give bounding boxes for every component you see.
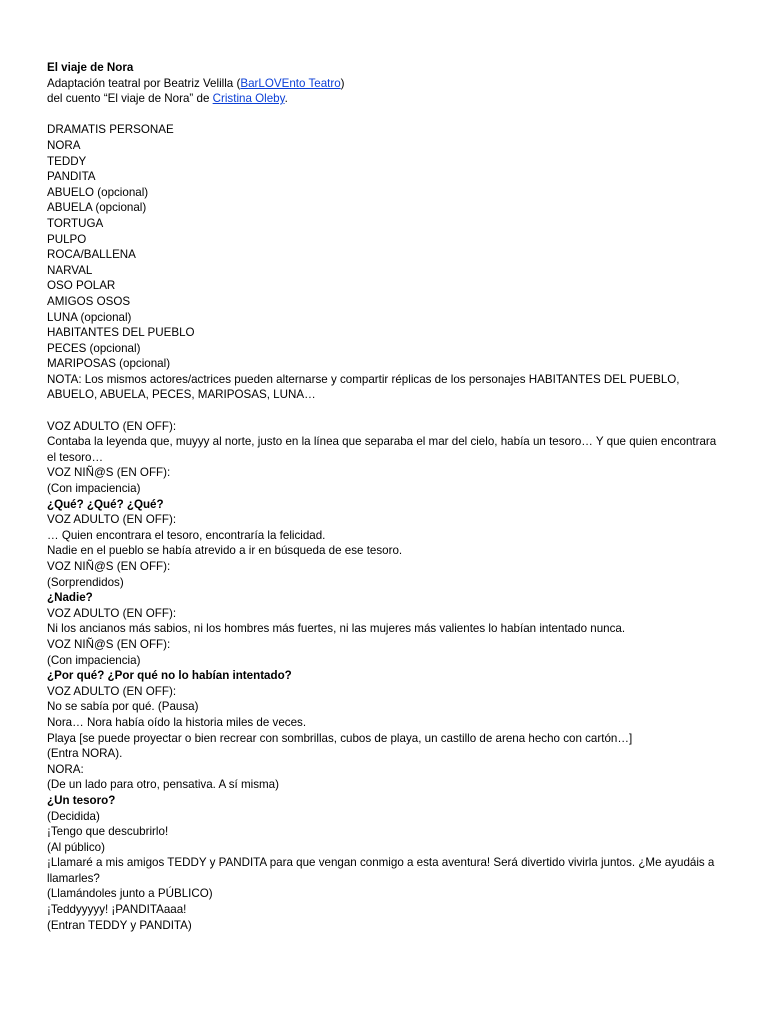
story-suffix: . (284, 92, 288, 106)
character-item: LUNA (opcional) (47, 310, 132, 324)
script-line: … Quien encontrara el tesoro, encontraría la felicidad. (47, 528, 326, 542)
character-item: PANDITA (47, 170, 96, 184)
script-line: (Decidida) (47, 809, 100, 823)
script-line: (Sorprendidos) (47, 575, 124, 589)
dramatis-heading: DRAMATIS PERSONAE (47, 123, 174, 137)
document-title: El viaje de Nora (47, 61, 134, 74)
character-item: ABUELO (opcional) (47, 185, 149, 199)
script-line: (Entra NORA). (47, 747, 123, 761)
script-line: Contaba la leyenda que, muyyy al norte, justo en la línea que separaba el mar del cielo, había un tesoro… Y que quien encontrara el tesoro… (47, 435, 720, 464)
script-line: VOZ ADULTO (EN OFF): (47, 684, 177, 698)
script-line: NORA: (47, 762, 84, 776)
character-item: NARVAL (47, 263, 93, 277)
script-line: VOZ ADULTO (EN OFF): (47, 606, 177, 620)
character-item: ROCA/BALLENA (47, 248, 136, 262)
script-line: ¡Teddyyyyy! ¡PANDITAaaa! (47, 903, 187, 917)
script-line: Nora… Nora había oído la historia miles de veces. (47, 715, 307, 729)
script-line: (Con impaciencia) (47, 482, 141, 496)
barlovento-teatro-link[interactable]: BarLOVEnto Teatro (240, 76, 341, 90)
script-line: Nadie en el pueblo se había atrevido a ir en búsqueda de ese tesoro. (47, 544, 403, 558)
script-line: VOZ ADULTO (EN OFF): (47, 419, 177, 433)
character-item: NORA (47, 138, 81, 152)
character-item: HABITANTES DEL PUEBLO (47, 326, 195, 340)
script-line: (De un lado para otro, pensativa. A sí misma) (47, 778, 279, 792)
dramatis-note: NOTA: Los mismos actores/actrices pueden alternarse y compartir réplicas de los personajes HABITANTES DEL PUEBLO, ABUELO, ABUELA, PECES, MARIPOSAS, LUNA… (47, 372, 683, 402)
script-line: Playa [se puede proyectar o bien recrear con sombrillas, cubos de playa, un castillo de arena hecho con cartón…] (47, 731, 633, 745)
spacer (47, 403, 727, 419)
cristina-oleby-link[interactable]: Cristina Oleby (212, 92, 285, 106)
script-body (47, 419, 727, 934)
script-line: ¿Qué? ¿Qué? ¿Qué? (47, 497, 164, 511)
adaptation-credit (47, 76, 727, 92)
script-line: VOZ ADULTO (EN OFF): (47, 513, 177, 527)
script-line: (Llamándoles junto a PÚBLICO) (47, 887, 213, 901)
character-item: PECES (opcional) (47, 341, 141, 355)
script-line: (Al público) (47, 840, 105, 854)
character-item: TEDDY (47, 154, 87, 168)
script-line: VOZ NIÑ@S (EN OFF): (47, 560, 171, 573)
script-line: Ni los ancianos más sabios, ni los hombres más fuertes, ni las mujeres más valientes lo habían intentado nunca. (47, 622, 626, 636)
character-item: ABUELA (opcional) (47, 201, 147, 215)
script-line: (Entran TEDDY y PANDITA) (47, 918, 192, 932)
script-line: ¡Tengo que descubrirlo! (47, 825, 169, 839)
character-item: MARIPOSAS (opcional) (47, 357, 171, 371)
script-line: ¿Nadie? (47, 591, 93, 605)
adaptation-prefix: Adaptación teatral por Beatriz Velilla ( (47, 76, 241, 90)
adaptation-suffix: ) (340, 76, 345, 90)
character-item: AMIGOS OSOS (47, 294, 131, 308)
spacer (47, 107, 727, 123)
character-item: OSO POLAR (47, 279, 116, 293)
script-line: ¿Un tesoro? (47, 793, 116, 807)
script-line: VOZ NIÑ@S (EN OFF): (47, 637, 171, 651)
document-page (47, 60, 727, 933)
character-item: PULPO (47, 232, 87, 246)
character-list (47, 138, 727, 372)
script-line: ¡Llamaré a mis amigos TEDDY y PANDITA para que vengan conmigo a esta aventura! Será divertido vivirla juntos. ¿Me ayudáis a llamarles? (47, 856, 718, 885)
script-line: (Con impaciencia) (47, 653, 141, 667)
script-line: No se sabía por qué. (Pausa) (47, 700, 199, 714)
story-prefix: del cuento “El viaje de Nora” de (47, 92, 213, 106)
script-line: ¿Por qué? ¿Por qué no lo habían intentado? (47, 669, 292, 683)
script-line: VOZ NIÑ@S (EN OFF): (47, 466, 171, 480)
story-credit (47, 91, 727, 107)
character-item: TORTUGA (47, 216, 104, 230)
